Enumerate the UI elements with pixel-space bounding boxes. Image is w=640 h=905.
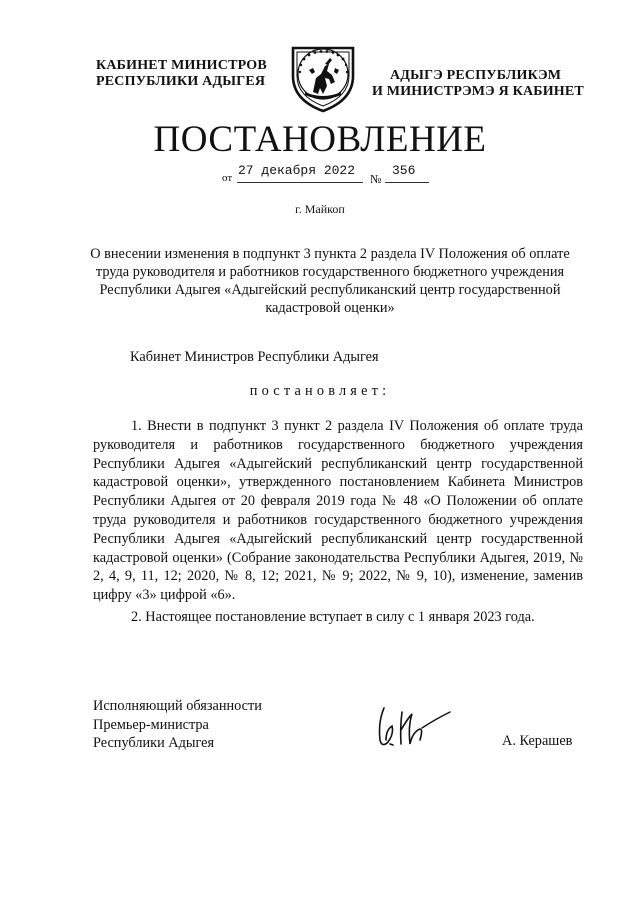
position-line-3: Республики Адыгея <box>93 735 215 751</box>
adygea-coat-of-arms-icon <box>283 34 363 114</box>
header-right <box>372 68 584 100</box>
issuer-line: Кабинет Министров Республики Адыгея <box>130 349 379 365</box>
document-title: ПОСТАНОВЛЕНИЕ <box>153 119 487 160</box>
header-left <box>96 58 267 90</box>
handwritten-signature-icon <box>372 700 472 752</box>
number-label: № <box>370 172 382 186</box>
header-right-line2: И МИНИСТРЭМЭ Я КАБИНЕТ <box>372 84 584 99</box>
paragraph-2: 2. Настоящее постановление вступает в силу с 1 января 2023 года. <box>131 609 535 625</box>
position-line-2: Премьер-министра <box>93 716 209 733</box>
date-value: 27 декабря 2022 <box>238 163 356 178</box>
decree-word: постановляет: <box>249 383 391 399</box>
header-left-line2: РЕСПУБЛИКИ АДЫГЕЯ <box>96 74 266 89</box>
decree-subject: О внесении изменения в подпункт 3 пункта 2 раздела IV Положения об оплате труда руководителя и работников государственного бюджетного учреждения Республики Адыгея «Адыгейский республиканский центр государственной кадастровой оценки» <box>90 246 570 316</box>
city-label: г. Майкоп <box>295 202 345 216</box>
number-underline <box>385 182 429 183</box>
number-value: 356 <box>392 163 416 178</box>
date-from-label: от <box>222 172 233 184</box>
signatory-position <box>93 697 262 753</box>
position-line-1: Исполняющий обязанности <box>93 698 262 714</box>
header-left-line1: КАБИНЕТ МИНИСТРОВ <box>96 58 267 73</box>
signatory-name: А. Керашев <box>502 733 573 749</box>
date-number-line <box>220 158 440 188</box>
date-underline <box>237 182 363 183</box>
paragraph-1: 1. Внести в подпункт 3 пункт 2 раздела IV Положения об оплате труда руководителя и работников государственного бюджетного учреждения Республики Адыгея «Адыгейский республиканский центр государственной кадастровой оценки», утвержденного постановлением Кабинета Министров Республики Адыгея от 20 февраля 2019 года № 48 «О Положении об оплате труда руководителя и работников государственного бюджетного учреждения Республики Адыгея «Адыгейский республиканский центр государственной кадастровой оценки» (Собрание законодательства Республики Адыгея, 2019, № 2, 4, 9, 11, 12; 2020, № 8, 12; 2021, № 9; 2022, № 9, 10), изменение, заменив цифру «3» цифрой «6». <box>93 418 583 604</box>
header-right-line1: АДЫГЭ РЕСПУБЛИКЭМ <box>390 68 562 83</box>
